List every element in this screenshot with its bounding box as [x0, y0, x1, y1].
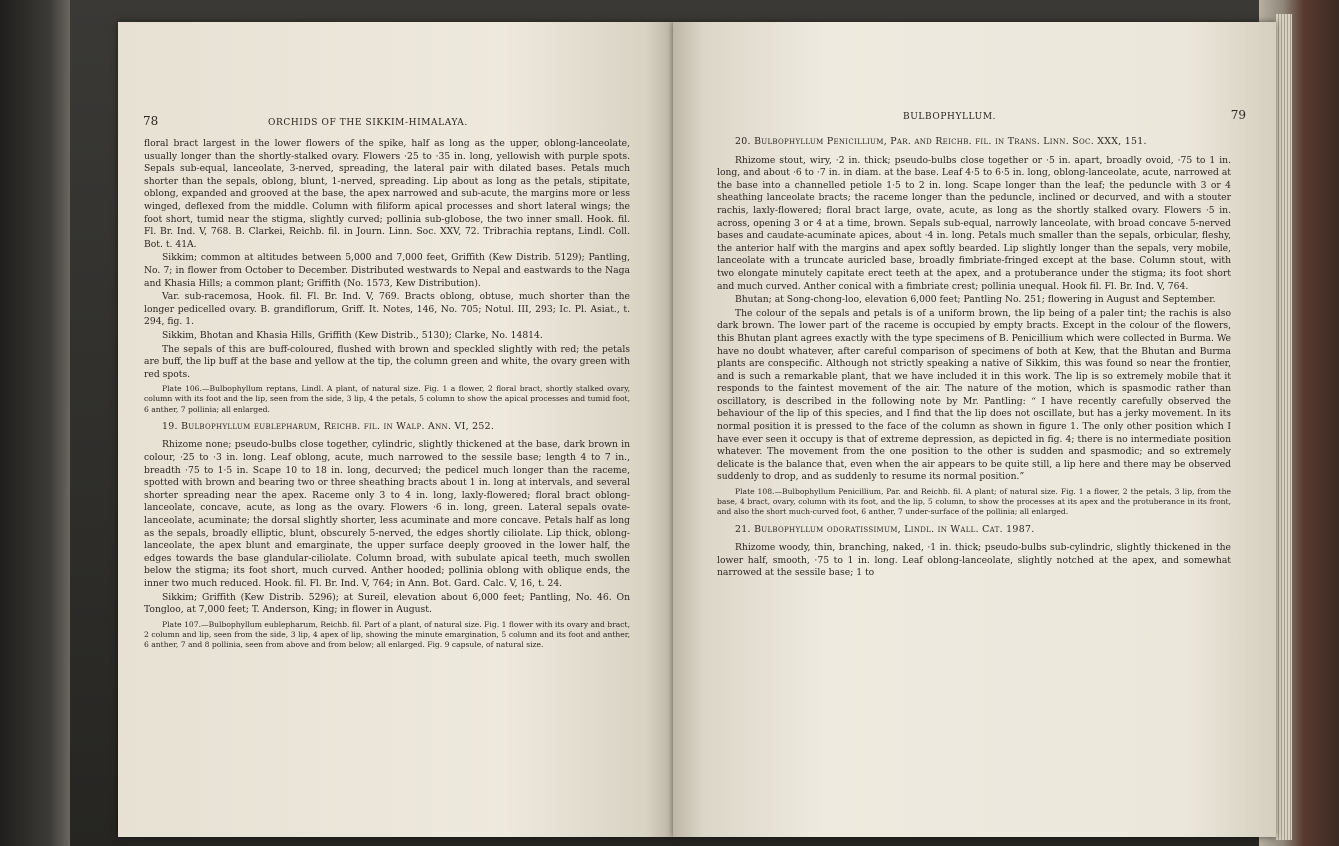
- running-head: ORCHIDS OF THE SIKKIM-HIMALAYA.: [268, 118, 468, 128]
- paragraph: Var. sub-racemosa, Hook. fil. Fl. Br. Ind. V, 769. Bracts oblong, obtuse, much shorter than the longer pedicelled ovary. B. grandiflorum, Griff. It. Notes, 146, No. 705; Notul. III, 293; Ic. Pl. Asiat., t. 294, fig. 1.: [144, 291, 630, 328]
- paragraph: Rhizome stout, wiry, ·2 in. thick; pseudo-bulbs close together or ·5 in. apart, broadly ovoid, ·75 to 1 in. long, and about ·6 to ·7 in. in diam. at the base. Leaf 4·5 to 6·5 in. long, oblong-lanceolate, acute, narrowed at the base into a channelled petiole 1·5 to 2 in. long. Scape longer than the leaf; the peduncle with 3 or 4 sheathing lanceolate bracts; the raceme longer than the peduncle, inclined or decurved, and with a stouter rachis, laxly-flowered; floral bract large, ovate, acute, as long as the shortly stalked ovary. Flowers ·5 in. across, opening 3 or 4 at a time, brown. Sepals sub-equal, narrowly lanceolate, with broad concave 5-nerved bases and caudate-acuminate apices, about ·4 in. long. Petals much smaller than the sepals, orbicular, fleshy, the anterior half with the margins and apex softly bearded. Lip slightly longer than the sepals, very mobile, lanceolate with a truncate auricled base, broadly fimbriate-fringed except at the base. Column stout, with two elongate minutely capitate erect teeth at the apex, and a protuberance under the stigma; its foot short and much curved. Anther conical with a fimbriate crest; pollinia unequal. Hook fil. Fl. Br. Ind. V, 764.: [717, 154, 1231, 292]
- paragraph: Sikkim; common at altitudes between 5,000 and 7,000 feet, Griffith (Kew Distrib. 5129); Pantling, No. 7; in flower from October to December. Distributed westwards to Nepal and eastwards to the Naga and Khasia Hills; a common plant; Griffith (No. 1573, Kew Distribution).: [144, 252, 630, 289]
- left-page: [118, 22, 673, 837]
- paragraph: The colour of the sepals and petals is of a uniform brown, the lip being of a paler tint; the rachis is also dark brown. The lower part of the raceme is occupied by empty bracts. Except in the colour of the flowers, this Bhutan plant agrees exactly with the type specimens of B. Penicillium which were collected in Burma. We have no doubt whatever, after careful comparison of specimens of both at Kew, that the Bhutan and Burma plants are conspecific. Although not strictly speaking a native of Sikkim, this was found so near the frontier, and is such a remarkable plant, that we have included it in this work. The lip is so extremely mobile that it responds to the faintest movement of the air. The nature of the motion, which is spasmodic rather than oscillatory, is described in the following note by Mr. Pantling: “ I have recently carefully observed the behaviour of the lip of this species, and I find that the lip does not oscillate, but has a jerky movement. In its normal position it is pressed to the face of the column as shown in figure 1. The only other position which I have ever seen it occupy is that of extreme depression, as depicted in fig. 4; there is no intermediate position whatever. The movement from the one position to the other is sudden and spasmodic; and so extremely delicate is the balance that, even when the air appears to be quite still, a lip here and there may be observed suddenly to drop, and as suddenly to resume its normal position.”: [717, 307, 1231, 483]
- running-head: BULBOPHYLLUM.: [903, 112, 997, 122]
- paragraph: Sikkim; Griffith (Kew Distrib. 5296); at Sureil, elevation about 6,000 feet; Pantling, No. 46. On Tongloo, at 7,000 feet; T. Anderson, King; in flower in August.: [144, 591, 630, 616]
- plate-caption: Plate 107.—Bulbophyllum eublepharum, Reichb. fil. Part of a plant, of natural size. Fig. 1 flower with its ovary and bract, 2 column and lip, seen from the side, 3 lip, 4 apex of lip, showing the minute emargination, 5 column and its foot and anther, 6 anther, 7 and 8 pollinia, seen from above and from below; all enlarged. Fig. 9 capsule, of natural size.: [144, 619, 630, 650]
- paragraph: Sikkim, Bhotan and Khasia Hills, Griffith (Kew Distrib., 5130); Clarke, No. 14814.: [162, 329, 543, 341]
- left-page-content: [144, 138, 630, 655]
- paragraph: floral bract largest in the lower flowers of the spike, half as long as the upper, oblong-lanceolate, usually longer than the shortly-stalked ovary. Flowers ·25 to ·35 in. long, yellowish with purple spots. Sepals sub-equal, lanceolate, 3-nerved, spreading, the lateral pair with dilated bases. Petals much shorter than the sepals, oblong, blunt, 1-nerved, spreading. Lip about as long as the petals, stipitate, oblong, expanded and grooved at the base, the apex narrowed and sub-acute, the margins more or less winged, deflexed from the middle. Column with filiform apical processes and short lateral wings; the foot short, tumid near the stigma, slightly curved; pollinia sub-globose, the two inner small. Hook. fil. Fl. Br. Ind. V, 768. B. Clarkei, Reichb. fil. in Journ. Linn. Soc. XXV, 72. Tribrachia reptans, Lindl. Coll. Bot. t. 41A.: [144, 138, 630, 250]
- paragraph: The sepals of this are buff-coloured, flushed with brown and speckled slightly with red; the petals are buff, the lip buff at the base and yellow at the tip, the column green and white, the ovary green with red spots.: [144, 343, 630, 380]
- paragraph: Rhizome none; pseudo-bulbs close together, cylindric, slightly thickened at the base, dark brown in colour, ·25 to ·3 in. long. Leaf oblong, acute, much narrowed to the sessile base; length 4 to 7 in., breadth ·75 to 1·5 in. Scape 10 to 18 in. long, decurved; the pedicel much longer than the raceme, spotted with brown and bearing two or three sheathing bracts about 1 in. long at intervals, and several shorter spreading near the apex. Raceme only 3 to 4 in. long, laxly-flowered; floral bract oblong-lanceolate, concave, acute, as long as the ovary. Flowers ·6 in. long, green. Lateral sepals ovate-lanceolate, acuminate; the dorsal slightly shorter, less acuminate and more concave. Petals half as long as the sepals, broadly elliptic, blunt, obscurely 5-nerved, the edges shortly ciliolate. Lip thick, oblong-lanceolate, the apex blunt and emarginate, the upper surface deeply grooved in the lower half, the edges towards the base glandular-ciliolate. Column broad, with subulate apical teeth, much swollen below the stigma; its foot short, much curved. Anther hooded; pollinia oblong with oblique ends, the inner two much reduced. Hook. fil. Fl. Br. Ind. V, 764; in Ann. Bot. Gard. Calc. V, 16, t. 24.: [144, 439, 630, 590]
- paragraph: Rhizome woody, thin, branching, naked, ·1 in. thick; pseudo-bulbs sub-cylindric, slightly thickened in the lower half, smooth, ·75 to 1 in. long. Leaf oblong-lanceolate, slightly notched at the apex, and somewhat narrowed at the sessile base; 1 to: [717, 542, 1231, 579]
- page-number: 79: [1230, 108, 1246, 122]
- page-number: 78: [143, 114, 159, 128]
- book-edge-left: [0, 0, 70, 846]
- section-heading: 19. Bulbophyllum eublepharum, Reichb. fil. in Walp. Ann. VI, 252.: [162, 420, 495, 432]
- plate-caption: Plate 108.—Bulbophyllum Penicillium, Par. and Reichb. fil. A plant; of natural size. Fig. 1 a flower, 2 the petals, 3 lip, from the base, 4 bract, ovary, column with its foot, and the lip, 5 column, to show the processes at its apex and the protuberance in its front, and also the short much-curved foot, 6 anther, 7 under-surface of the pollinia; all enlarged.: [717, 487, 1231, 517]
- paragraph: Bhutan; at Song-chong-loo, elevation 6,000 feet; Pantling No. 251; flowering in August and September.: [735, 294, 1216, 306]
- right-page: [673, 22, 1276, 837]
- plate-caption: Plate 106.—Bulbophyllum reptans, Lindl. A plant, of natural size. Fig. 1 a flower, 2 floral bract, shortly stalked ovary, column with its foot and the lip, seen from the side, 3 lip, 4 the petals, 5 column to show the apical processes and tumid foot, 6 anther, 7 pollinia; all enlarged.: [144, 384, 630, 414]
- section-heading: 20. Bulbophyllum Penicillium, Par. and Reichb. fil. in Trans. Linn. Soc. XXX, 151.: [735, 136, 1147, 147]
- page-stack: [1276, 14, 1292, 840]
- section-heading: 21. Bulbophyllum odoratissimum, Lindl. in Wall. Cat. 1987.: [735, 523, 1035, 535]
- right-page-content: [717, 130, 1231, 581]
